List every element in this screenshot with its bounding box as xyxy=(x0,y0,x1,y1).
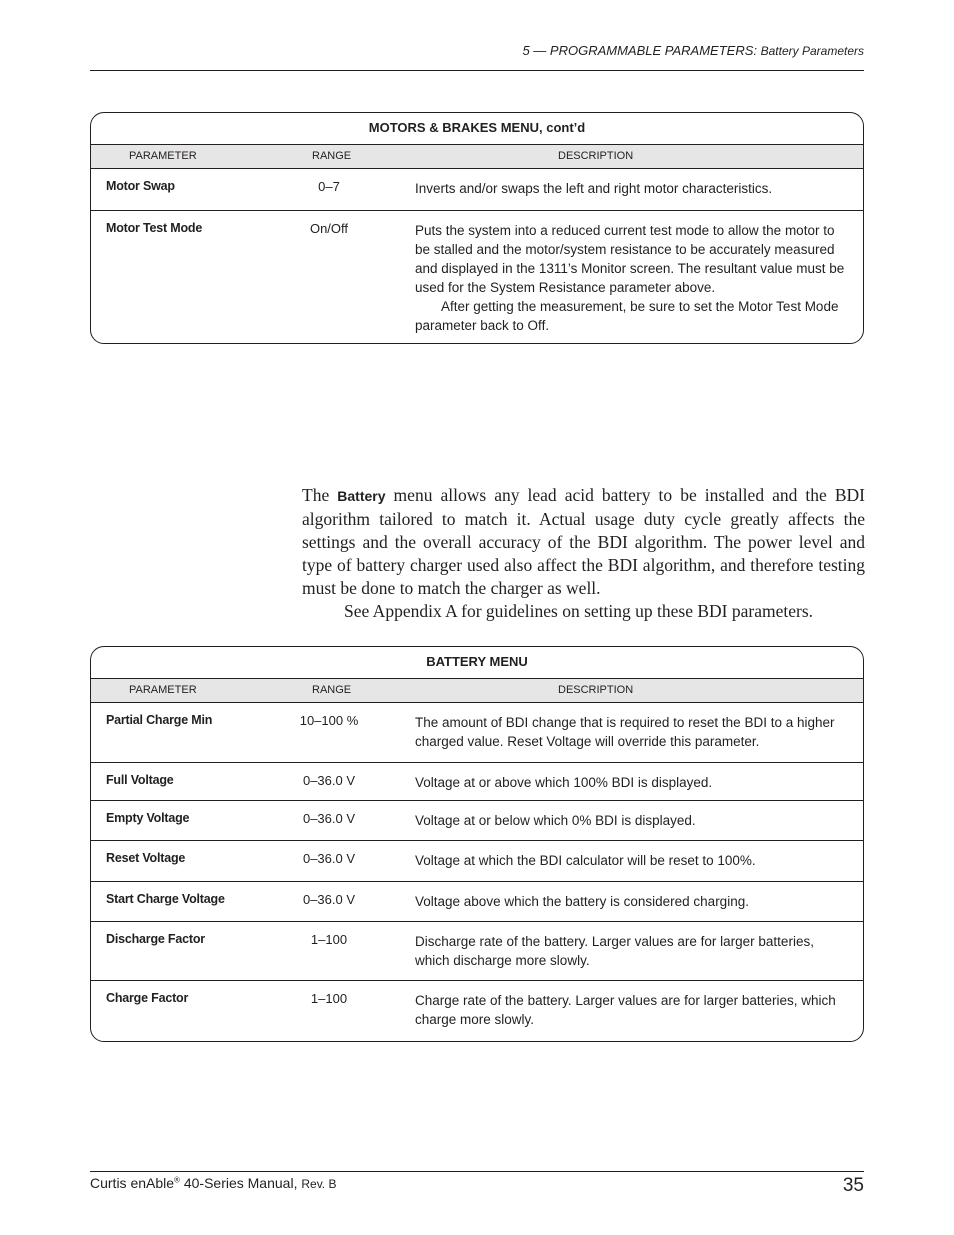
column-range: RANGE xyxy=(312,150,352,162)
parameter-description: Charge rate of the battery. Larger values are for larger batteries, which charge more slowly. xyxy=(415,993,836,1027)
header-divider xyxy=(90,70,864,71)
parameter-description: Inverts and/or swaps the left and right motor characteristics. xyxy=(415,181,773,196)
description-text: Puts the system into a reduced current test mode to allow the motor to be stalled and the motor/system resistance to be accurately measured and displayed in the 1311’s Monitor screen. The resultant value must be used for the System Resistance parameter above. xyxy=(415,223,845,295)
manual-series: 40-Series Manual, xyxy=(179,1175,302,1191)
motors-brakes-table xyxy=(90,112,864,344)
header-subsection: Battery Parameters xyxy=(760,44,864,58)
parameter-description: Voltage at which the BDI calculator will be reset to 100%. xyxy=(415,853,756,868)
parameter-name: Motor Swap xyxy=(106,179,175,193)
parameter-name: Reset Voltage xyxy=(106,851,186,865)
description-note: After getting the measurement, be sure to set the Motor Test Mode parameter back to Off. xyxy=(415,299,839,333)
parameter-description xyxy=(415,221,851,335)
parameter-name: Empty Voltage xyxy=(106,811,190,825)
parameter-range: 1–100 xyxy=(310,991,348,1006)
table-column-header xyxy=(91,144,863,169)
parameter-name: Discharge Factor xyxy=(106,932,205,946)
parameter-range: 0–36.0 V xyxy=(302,892,356,907)
parameter-range: 0–7 xyxy=(318,179,340,194)
column-description: DESCRIPTION xyxy=(558,150,634,162)
battery-intro-text xyxy=(302,484,865,623)
table-title: BATTERY MENU xyxy=(426,654,528,669)
table-title: MOTORS & BRAKES MENU, cont’d xyxy=(368,120,586,135)
column-range: RANGE xyxy=(312,684,352,696)
parameter-range: 0–36.0 V xyxy=(302,851,356,866)
column-description: DESCRIPTION xyxy=(558,684,634,696)
battery-menu-name: Battery xyxy=(337,488,386,504)
table-column-header xyxy=(91,678,863,703)
table-row xyxy=(91,921,863,980)
table-row xyxy=(91,800,863,840)
parameter-name: Motor Test Mode xyxy=(106,221,203,235)
table-row xyxy=(91,762,863,800)
table-row xyxy=(91,840,863,881)
table-row xyxy=(91,169,863,210)
intro-body: menu allows any lead acid battery to be installed and the BDI algorithm tailored to match it. Actual usage duty cycle greatly affects the settings and the overall accuracy of the BDI algorithm. The power level and type of battery charger used also affect the BDI algorithm, and therefore testing must be done to match the charger as well. xyxy=(302,485,865,598)
parameter-name: Charge Factor xyxy=(106,991,189,1005)
page-number: 35 xyxy=(842,1175,864,1196)
footer-manual-title xyxy=(90,1175,336,1191)
parameter-range: 1–100 xyxy=(310,932,348,947)
table-row xyxy=(91,703,863,762)
footer-divider xyxy=(90,1171,864,1172)
manual-name: Curtis enAble xyxy=(90,1175,175,1191)
parameter-range: 0–36.0 V xyxy=(302,773,356,788)
appendix-note: See Appendix A for guidelines on setting up these BDI parameters. xyxy=(344,601,814,621)
header-section: 5 — PROGRAMMABLE PARAMETERS: xyxy=(522,43,757,58)
intro-lead: The xyxy=(302,485,338,505)
battery-menu-table xyxy=(90,646,864,1042)
manual-revision: Rev. B xyxy=(301,1177,337,1191)
table-row xyxy=(91,881,863,921)
column-parameter: PARAMETER xyxy=(129,684,197,696)
table-row xyxy=(91,980,863,1041)
column-parameter: PARAMETER xyxy=(129,150,197,162)
parameter-name: Start Charge Voltage xyxy=(106,892,225,906)
parameter-description: The amount of BDI change that is required to reset the BDI to a higher charged value. Reset Voltage will override this parameter. xyxy=(415,715,835,749)
registered-mark: ® xyxy=(174,1175,180,1185)
parameter-description: Discharge rate of the battery. Larger values are for larger batteries, which discharge more slowly. xyxy=(415,934,814,968)
parameter-description: Voltage above which the battery is considered charging. xyxy=(415,894,749,909)
parameter-description: Voltage at or below which 0% BDI is displayed. xyxy=(415,813,696,828)
parameter-range: 0–36.0 V xyxy=(302,811,356,826)
intro-paragraph xyxy=(302,484,865,600)
parameter-description: Voltage at or above which 100% BDI is displayed. xyxy=(415,775,713,790)
parameter-range: On/Off xyxy=(309,221,349,236)
parameter-name: Partial Charge Min xyxy=(106,713,213,727)
parameter-range: 10–100 % xyxy=(299,713,359,728)
table-row xyxy=(91,210,863,343)
running-header xyxy=(90,43,864,58)
parameter-name: Full Voltage xyxy=(106,773,174,787)
